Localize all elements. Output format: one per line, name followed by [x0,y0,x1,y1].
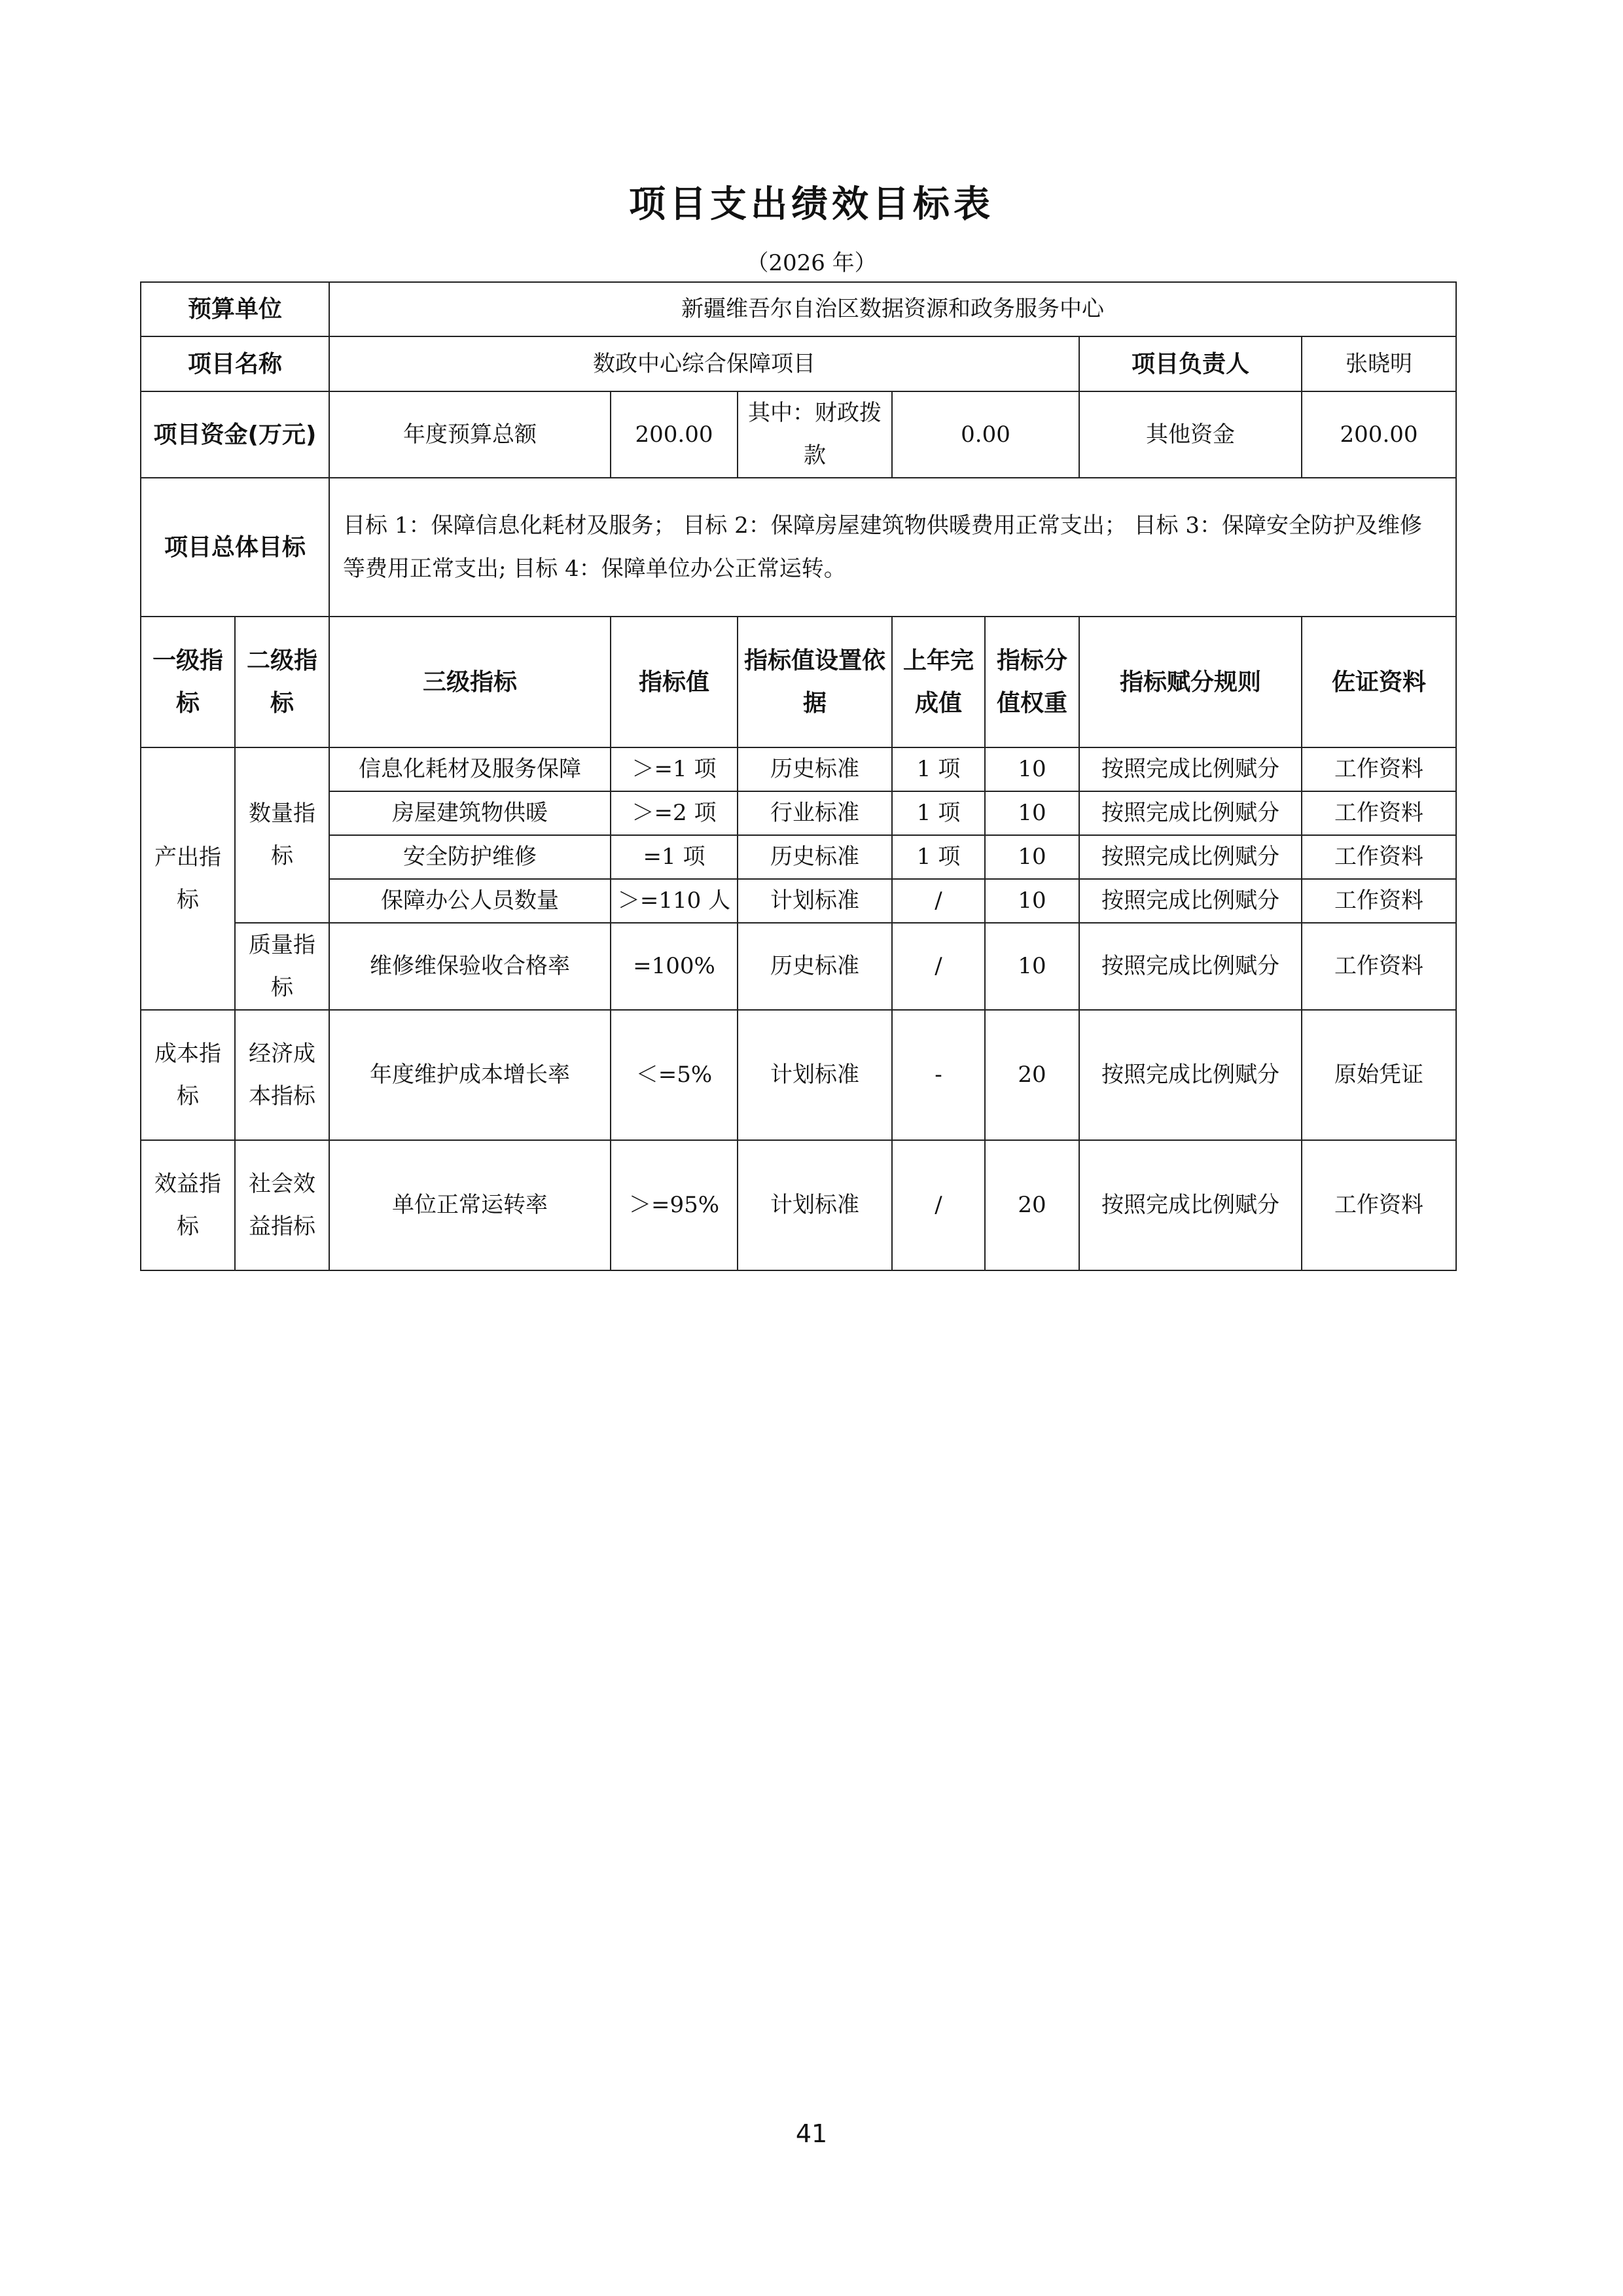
indicator-weight: 10 [985,923,1079,1010]
other-value: 200.00 [1302,391,1456,478]
year-label: （2026 年） [746,250,877,276]
header-evidence: 佐证资料 [1302,617,1456,747]
table-row [141,835,1456,879]
indicator-basis: 历史标准 [738,747,892,791]
other-label: 其他资金 [1079,391,1302,478]
fiscal-label: 其中：财政拨款 [738,391,892,478]
indicator-weight: 10 [985,879,1079,923]
project-name-value: 数政中心综合保障项目 [329,336,1079,391]
indicator-value: =100% [611,923,738,1010]
indicator-basis: 历史标准 [738,923,892,1010]
header-level3: 三级指标 [329,617,611,747]
group-output: 产出指标 [141,747,235,1010]
owner-label: 项目负责人 [1079,336,1302,391]
indicator-weight: 20 [985,1010,1079,1140]
indicator-evidence: 原始凭证 [1302,1010,1456,1140]
performance-table [140,281,1457,1271]
header-row [141,617,1456,747]
indicator-basis: 计划标准 [738,1010,892,1140]
indicator-evidence: 工作资料 [1302,791,1456,835]
indicator-value: ＜=5% [611,1010,738,1140]
indicator-evidence: 工作资料 [1302,923,1456,1010]
indicator-value: ＞=110 人 [611,879,738,923]
goal-text: 目标 1：保障信息化耗材及服务； 目标 2：保障房屋建筑物供暖费用正常支出； 目标 3：保障安全防护及维修等费用正常支出; 目标 4：保障单位办公正常运转。 [329,478,1456,617]
header-level1: 一级指标 [141,617,235,747]
table-row [141,747,1456,791]
budget-unit-row [141,282,1456,336]
funds-label: 项目资金(万元) [141,391,329,478]
indicator-evidence: 工作资料 [1302,1140,1456,1270]
indicator-basis: 行业标准 [738,791,892,835]
header-value: 指标值 [611,617,738,747]
indicator-basis: 计划标准 [738,1140,892,1270]
header-weight: 指标分值权重 [985,617,1079,747]
indicator-last: 1 项 [892,791,985,835]
group-quantity: 数量指标 [235,747,329,923]
indicator-name: 安全防护维修 [329,835,611,879]
indicator-basis: 计划标准 [738,879,892,923]
indicator-last: 1 项 [892,835,985,879]
indicator-weight: 10 [985,747,1079,791]
annual-total-value: 200.00 [611,391,738,478]
indicator-value: =1 项 [611,835,738,879]
indicator-weight: 10 [985,835,1079,879]
project-name-label: 项目名称 [141,336,329,391]
table-row [141,923,1456,1010]
budget-unit-value: 新疆维吾尔自治区数据资源和政务服务中心 [329,282,1456,336]
owner-value: 张晓明 [1302,336,1456,391]
indicator-evidence: 工作资料 [1302,835,1456,879]
funds-row [141,391,1456,478]
indicator-evidence: 工作资料 [1302,879,1456,923]
indicator-evidence: 工作资料 [1302,747,1456,791]
indicator-basis: 历史标准 [738,835,892,879]
header-basis: 指标值设置依据 [738,617,892,747]
indicator-name: 单位正常运转率 [329,1140,611,1270]
goal-row [141,478,1456,617]
table-row [141,1140,1456,1270]
header-last-year: 上年完成值 [892,617,985,747]
indicator-rule: 按照完成比例赋分 [1079,1140,1302,1270]
table-row [141,1010,1456,1140]
fiscal-value: 0.00 [892,391,1079,478]
group-economic-cost: 经济成本指标 [235,1010,329,1140]
indicator-rule: 按照完成比例赋分 [1079,791,1302,835]
indicator-name: 维修维保验收合格率 [329,923,611,1010]
indicator-name: 年度维护成本增长率 [329,1010,611,1140]
indicator-rule: 按照完成比例赋分 [1079,923,1302,1010]
header-level2: 二级指标 [235,617,329,747]
indicator-last: / [892,923,985,1010]
project-name-row [141,336,1456,391]
indicator-name: 保障办公人员数量 [329,879,611,923]
table-row [141,879,1456,923]
indicator-name: 房屋建筑物供暖 [329,791,611,835]
indicator-last: / [892,1140,985,1270]
indicator-last: 1 项 [892,747,985,791]
table-row [141,791,1456,835]
budget-unit-label: 预算单位 [141,282,329,336]
indicator-value: ＞=95% [611,1140,738,1270]
indicator-name: 信息化耗材及服务保障 [329,747,611,791]
indicator-rule: 按照完成比例赋分 [1079,1010,1302,1140]
group-cost: 成本指标 [141,1010,235,1140]
indicator-rule: 按照完成比例赋分 [1079,835,1302,879]
indicator-value: ＞=1 项 [611,747,738,791]
indicator-weight: 20 [985,1140,1079,1270]
indicator-weight: 10 [985,791,1079,835]
group-social-benefit: 社会效益指标 [235,1140,329,1270]
group-benefit: 效益指标 [141,1140,235,1270]
indicator-rule: 按照完成比例赋分 [1079,747,1302,791]
group-quality: 质量指标 [235,923,329,1010]
header-rule: 指标赋分规则 [1079,617,1302,747]
indicator-value: ＞=2 项 [611,791,738,835]
page-title: 项目支出绩效目标表 [629,183,994,226]
page-number: 41 [795,2119,828,2148]
goal-label: 项目总体目标 [141,478,329,617]
annual-total-label: 年度预算总额 [329,391,611,478]
indicator-rule: 按照完成比例赋分 [1079,879,1302,923]
indicator-last: / [892,879,985,923]
indicator-last: - [892,1010,985,1140]
